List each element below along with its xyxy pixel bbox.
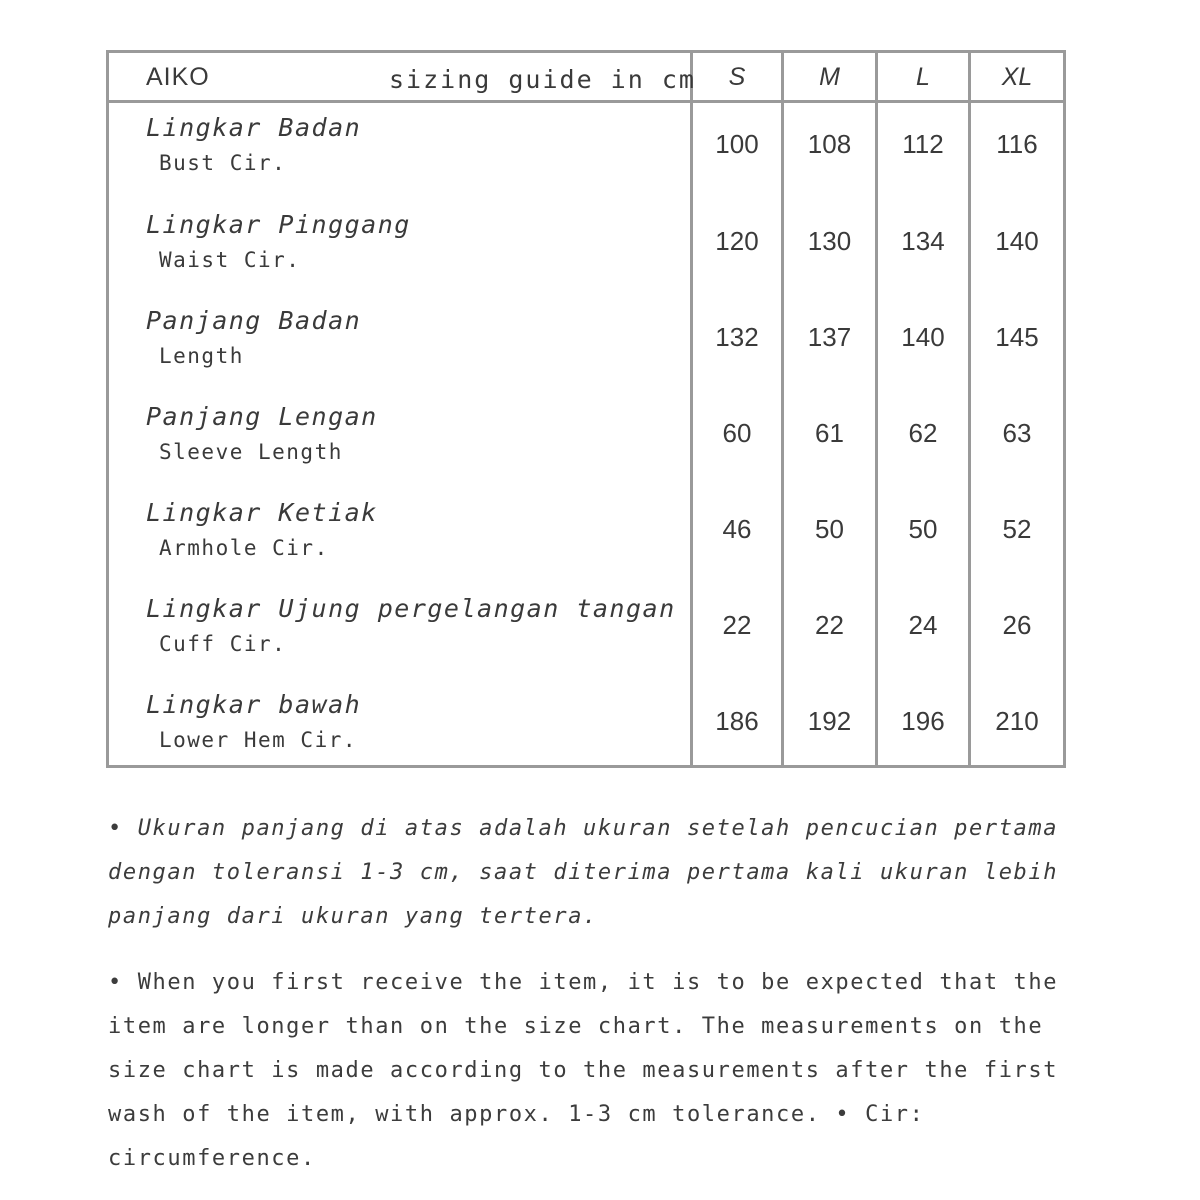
row-label: Lingkar Ujung pergelangan tangan bbox=[146, 594, 676, 623]
measurement-cell: 52 bbox=[1002, 514, 1032, 544]
measurement-cell: 50 bbox=[908, 514, 938, 544]
measurement-cell: 112 bbox=[902, 129, 944, 159]
measurement-cell: 60 bbox=[722, 418, 752, 448]
measurement-cell: 140 bbox=[901, 322, 945, 352]
row-sublabel: Cuff Cir. bbox=[159, 632, 287, 656]
row-sublabel: Length bbox=[159, 344, 244, 368]
measurement-cell: 192 bbox=[807, 706, 852, 736]
measurement-cell: 196 bbox=[901, 706, 945, 736]
measurement-cell: 46 bbox=[722, 514, 752, 544]
size-header-s: S bbox=[728, 63, 746, 91]
measurement-cell: 22 bbox=[815, 610, 844, 640]
measurement-cell: 22 bbox=[722, 610, 752, 640]
measurement-cell: 26 bbox=[1002, 610, 1032, 640]
measurement-cell: 130 bbox=[807, 226, 852, 256]
measurement-cell: 145 bbox=[995, 322, 1039, 352]
measurement-cell: 140 bbox=[995, 226, 1039, 256]
header-divider bbox=[109, 100, 1063, 103]
size-header-l: L bbox=[916, 63, 930, 91]
row-label: Lingkar Pinggang bbox=[146, 210, 411, 239]
measurement-cell: 100 bbox=[715, 129, 759, 159]
measurement-cell: 108 bbox=[807, 129, 852, 159]
size-chart-table bbox=[106, 50, 1066, 768]
row-sublabel: Bust Cir. bbox=[159, 151, 287, 175]
row-sublabel: Sleeve Length bbox=[159, 440, 343, 464]
row-label: Lingkar Ketiak bbox=[146, 498, 378, 527]
size-header-m: M bbox=[819, 63, 840, 91]
measurement-cell: 61 bbox=[815, 418, 844, 448]
measurement-cell: 50 bbox=[815, 514, 844, 544]
measurement-cell: 120 bbox=[715, 226, 759, 256]
measurement-cell: 186 bbox=[715, 706, 759, 736]
measurement-cell: 24 bbox=[908, 610, 938, 640]
row-sublabel: Lower Hem Cir. bbox=[159, 728, 358, 752]
size-header-xl: XL bbox=[1001, 63, 1033, 91]
note-indonesian: • Ukuran panjang di atas adalah ukuran setelah pencucian pertama dengan toleransi 1-3 cm, saat diterima pertama kali ukuran lebih panjang dari ukuran yang tertera. bbox=[108, 816, 1059, 929]
row-sublabel: Armhole Cir. bbox=[159, 536, 329, 560]
measurement-cell: 210 bbox=[995, 706, 1039, 736]
measurement-cell: 137 bbox=[807, 322, 852, 352]
measurement-cell: 134 bbox=[901, 226, 945, 256]
brand-name: AIKO bbox=[146, 63, 210, 91]
sizing-guide-label: sizing guide in cm bbox=[389, 65, 696, 94]
measurement-cell: 63 bbox=[1002, 418, 1032, 448]
measurement-cell: 62 bbox=[908, 418, 938, 448]
measurement-cell: 116 bbox=[996, 129, 1038, 159]
row-label: Panjang Lengan bbox=[146, 402, 378, 431]
measurement-cell: 132 bbox=[715, 322, 759, 352]
row-sublabel: Waist Cir. bbox=[159, 248, 301, 272]
row-label: Lingkar bawah bbox=[146, 690, 362, 719]
note-english: • When you first receive the item, it is to be expected that the item are longer than on the size chart. The measurements on the size chart is made according to the measurements after the first wash of the item, with approx. 1-3 cm tolerance. • Cir: circumference. bbox=[108, 970, 1059, 1171]
row-label: Panjang Badan bbox=[146, 306, 362, 335]
row-label: Lingkar Badan bbox=[146, 113, 362, 142]
